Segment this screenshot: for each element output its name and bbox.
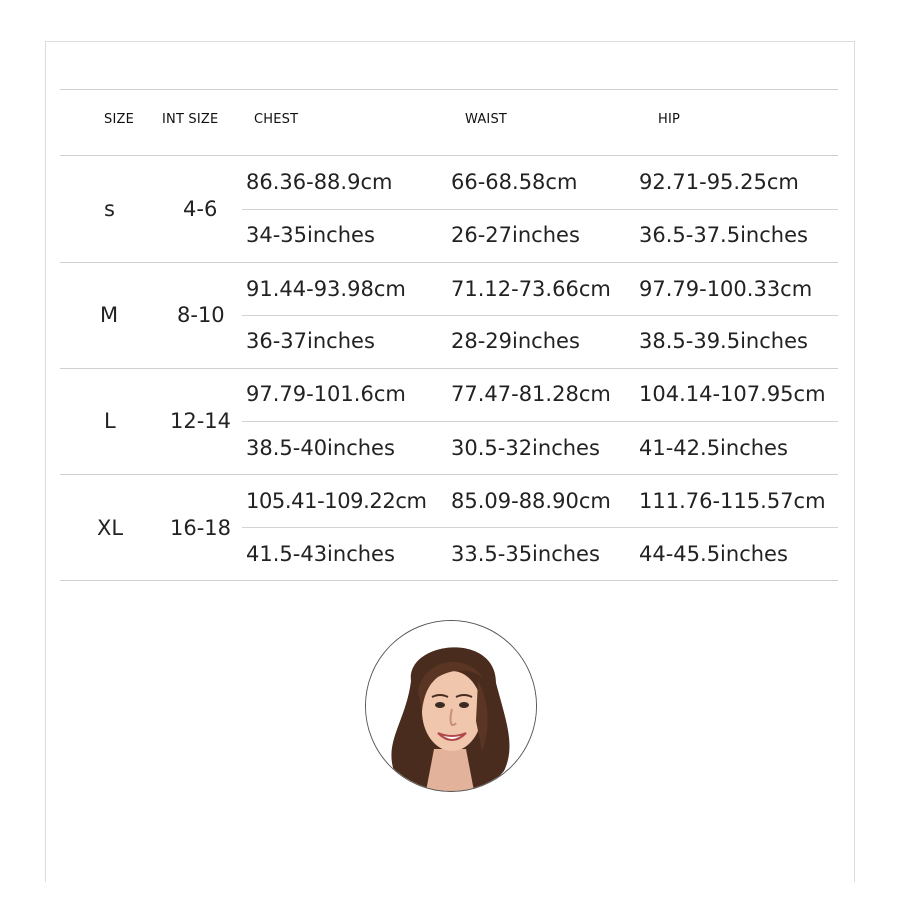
table-bottom-rule: [60, 580, 838, 581]
row-divider: [242, 527, 838, 528]
waist-inches: 33.5-35inches: [451, 542, 600, 566]
header-size: SIZE: [104, 112, 135, 127]
size-label: XL: [97, 516, 124, 540]
header-hip: HIP: [658, 112, 681, 127]
int-size-label: 4-6: [183, 197, 218, 221]
hip-cm: 97.79-100.33cm: [639, 277, 813, 301]
header-int-size: INT SIZE: [162, 112, 219, 127]
chest-cm: 105.41-109.22cm: [246, 489, 427, 513]
size-label: L: [104, 409, 116, 433]
row-rule: [60, 368, 838, 369]
header-waist: WAIST: [465, 112, 508, 127]
waist-inches: 26-27inches: [451, 223, 580, 247]
waist-cm: 66-68.58cm: [451, 170, 578, 194]
chest-cm: 97.79-101.6cm: [246, 382, 406, 406]
waist-cm: 85.09-88.90cm: [451, 489, 611, 513]
waist-inches: 30.5-32inches: [451, 436, 600, 460]
woman-portrait-icon: [366, 621, 536, 791]
row-divider: [242, 315, 838, 316]
hip-inches: 38.5-39.5inches: [639, 329, 808, 353]
chest-cm: 86.36-88.9cm: [246, 170, 393, 194]
row-divider: [242, 209, 838, 210]
waist-inches: 28-29inches: [451, 329, 580, 353]
hip-cm: 104.14-107.95cm: [639, 382, 826, 406]
table-top-rule: [60, 89, 838, 90]
size-label: s: [104, 197, 115, 221]
hip-inches: 41-42.5inches: [639, 436, 788, 460]
row-divider: [242, 421, 838, 422]
chest-inches: 38.5-40inches: [246, 436, 395, 460]
chest-cm: 91.44-93.98cm: [246, 277, 406, 301]
int-size-label: 8-10: [177, 303, 225, 327]
chest-inches: 41.5-43inches: [246, 542, 395, 566]
waist-cm: 71.12-73.66cm: [451, 277, 611, 301]
int-size-label: 16-18: [170, 516, 232, 540]
chest-inches: 34-35inches: [246, 223, 375, 247]
hip-inches: 44-45.5inches: [639, 542, 788, 566]
hip-inches: 36.5-37.5inches: [639, 223, 808, 247]
row-rule: [60, 474, 838, 475]
size-label: M: [100, 303, 119, 327]
hip-cm: 111.76-115.57cm: [639, 489, 826, 513]
int-size-label: 12-14: [170, 409, 232, 433]
chest-inches: 36-37inches: [246, 329, 375, 353]
row-rule: [60, 262, 838, 263]
header-bottom-rule: [60, 155, 838, 156]
model-portrait: [365, 620, 537, 792]
header-chest: CHEST: [254, 112, 299, 127]
hip-cm: 92.71-95.25cm: [639, 170, 799, 194]
waist-cm: 77.47-81.28cm: [451, 382, 611, 406]
